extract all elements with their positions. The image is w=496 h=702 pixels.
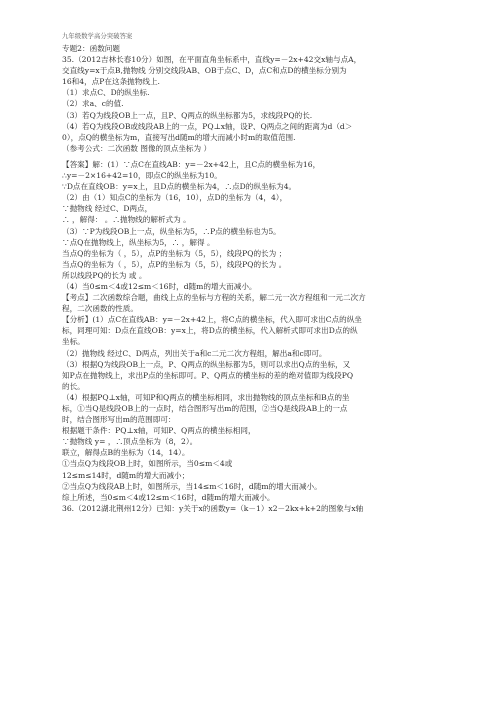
page-header: 九年级数学高分突破答案 [62,32,133,40]
text-line: 时，结合图形写出m的范围即可： [62,415,176,425]
text-line: 根据题干条件：PQ⊥x轴，可知P、Q两点的横坐标相同， [62,426,256,436]
text-line: （4）当0≤m＜4或12≤m＜16时，d随m的增大而减小。 [62,281,257,291]
text-line: 联立，解得点B的坐标为（14，14）。 [62,448,190,458]
text-line: 【分析】(1）点C在直线AB：y=－2x+42上，将C点的横坐标，代入即可求出C点的纵坐 [62,315,362,325]
text-line: 0），点Q的横坐标为m，直接写出d随m的增大而减小时m的取值范围. [62,132,296,142]
text-line: 交直线y=x于点B,抛物线 分别交线段AB、OB于点C、D，点C和点D的横坐标分别为 [62,66,347,76]
text-line: 坐标。 [62,337,85,347]
text-line: 的长。 [62,381,85,391]
text-line: （3）∵P为线段OB上一点，纵坐标为5，∴P点的横坐标也为5。 [62,226,281,236]
text-line: 综上所述，当0≤m＜4或12≤m＜16时，d随m的增大而减小。 [62,492,275,502]
text-line: （3）若Q为线段OB上一点，且P、Q两点的纵坐标都为5，求线段PQ的长. [62,110,313,120]
text-line: 16和4，点P在这条抛物线上. [62,77,160,87]
text-line: （参考公式：二次函数 图像的顶点坐标为 ） [62,143,212,153]
text-line: 专题2：函数问题 [62,44,120,53]
text-line: （4）若Q为线段OB或线段AB上的一点，PQ⊥x轴，设P、Q两点之间的距离为d（d＞ [62,121,353,131]
text-line: 标，同理可知：D点在直线OB：y=x上，将D点的横坐标，代入解析式即可求出D点的纵 [62,326,358,336]
text-line: 当点Q的坐标为（ ，5），点P的坐标为（5，5），线段PQ的长为 。 [62,259,287,269]
text-line: ∵抛物线 经过C、D两点， [62,204,153,214]
text-line: ∴ ，解得： 。∴抛物线的解析式为 。 [62,215,191,225]
document-body [62,43,452,514]
text-line: ∵抛物线 y= ，∴顶点坐标为（8，2）。 [62,437,198,447]
text-line: 当点Q的坐标为（ ，5），点P的坐标为（5，5），线段PQ的长为 ； [62,248,287,258]
text-line: ①当点Q为线段OB上时，如图所示，当0≤m＜4或 [62,459,233,469]
text-line: ∴y=－2×16+42=10，即点C的纵坐标为10。 [62,171,222,181]
text-line: 知P点在抛物线上，求出P点的坐标即可。P、Q两点的横坐标的差的绝对值即为线段PQ [62,370,354,380]
text-line: 36.（2012湖北荆州12分）已知：y关于x的函数y=（k－1）x2－2kx+k+2的图象与x轴 [62,503,364,513]
text-line: 35.（2012吉林长春10分）如图，在平面直角坐标系中，直线y=－2x+42交x轴与点A， [62,55,362,65]
text-line: （2）抛物线 经过C、D两点，列出关于a和c二元二次方程组，解出a和c即可。 [62,348,327,358]
text-line: （2）由（1）知点C的坐标为（16，10），点D的坐标为（4，4）， [62,193,288,203]
text-line: （4）根据PQ⊥x轴，可知P和Q两点的横坐标相同，求出抛物线的顶点坐标和B点的坐 [62,392,350,402]
text-line: 【考点】二次函数综合题，曲线上点的坐标与方程的关系，解二元一次方程组和一元二次方 [62,293,366,303]
text-line: ②当点Q为线段AB上时，如图所示，当14≤m＜16时，d随m的增大而减小。 [62,481,322,491]
text-line: 【答案】解：(1）∵点C在直线AB：y=－2x+42上，且C点的横坐标为16， [62,159,321,169]
text-line: ∵点Q在抛物线上，纵坐标为5，∴ ，解得 。 [62,237,215,247]
text-line: 程，二次函数的性质。 [62,304,138,314]
text-line: （1）求点C、D的纵坐标. [62,88,150,98]
text-line: 标，①当Q是线段OB上的一点时，结合图形写出m的范围，②当Q是线段AB上的一点 [62,404,348,413]
text-line: ∵D点在直线OB：y=x上，且D点的横坐标为4，∴点D的纵坐标为4。 [62,182,297,192]
text-line: 所以线段PQ的长为 或 。 [62,270,147,280]
text-line: 12≤m≤14时，d随m的增大而减小； [62,470,190,480]
text-line: （3）根据Q为线段OB上一点，P、Q两点的纵坐标都为5，则可以求出Q点的坐标，又 [62,359,351,369]
text-line: （2）求a、c的值. [62,99,124,109]
